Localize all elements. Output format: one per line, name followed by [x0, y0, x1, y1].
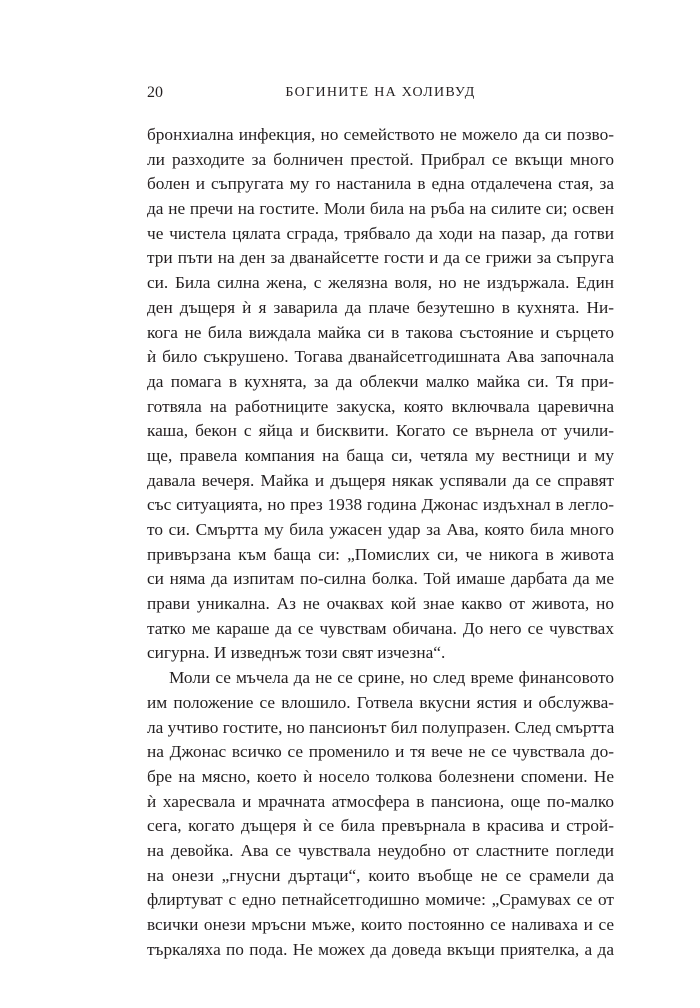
- text-line: то си. Смъртта му била ужасен удар за Ава, която била много: [147, 520, 614, 539]
- text-line: ще, правела компания на баща си, четяла му вестници и му: [147, 445, 614, 465]
- text-line: всички онези мръсни мъже, които постоянно се наливаха и се: [147, 915, 614, 934]
- text-line: си. Била силна жена, с желязна воля, но не издържала. Един: [147, 273, 614, 293]
- text-line: им положение се влошило. Готвела вкусни ястия и обслужва-: [147, 692, 614, 712]
- paragraph-first-line: Моли се мъчела да не се срине, но след време финансовото: [169, 668, 614, 688]
- text-line: ѝ харесвала и мрачната атмосфера в пансиона, още по-малко: [147, 791, 614, 811]
- text-line: кога не била виждала майка си в такова състояние и сърцето: [147, 322, 614, 342]
- text-line: давала вечеря. Майка и дъщеря някак успявали да се справят: [147, 470, 614, 490]
- text-line: ден дъщеря ѝ я заварила да плаче безутешно в кухнята. Ни-: [147, 297, 614, 317]
- text-line: си няма да изпитам по-силна болка. Той имаше дарбата да ме: [147, 569, 614, 589]
- text-line: да помага в кухнята, за да облекчи малко майка си. Тя при-: [147, 371, 614, 391]
- text-line: на Джонас всичко се променило и тя вече не се чувствала до-: [147, 742, 614, 762]
- text-line: търкаляха по пода. Не можех да доведа вкъщи приятелка, а да: [147, 939, 614, 959]
- book-title: БОГИНИТЕ НА ХОЛИВУД: [285, 85, 476, 100]
- text-line: привързана към баща си: „Помислих си, че никога в живота: [147, 544, 614, 564]
- text-line: готвяла на работниците закуска, която включвала царевична: [147, 396, 614, 416]
- text-line: ла учтиво гостите, но пансионът бил полупразен. След смъртта: [147, 717, 615, 737]
- text-line: бре на мясно, което ѝ носело толкова болезнени спомени. Не: [147, 766, 614, 786]
- paragraph-last-line: сигурна. И изведнъж този свят изчезна“.: [147, 643, 446, 663]
- text-line: татко ме караше да се чувствам обичана. До него се чувствах: [147, 618, 614, 638]
- text-line: със ситуацията, но през 1938 година Джонас издъхнал в легло-: [147, 495, 614, 515]
- text-line: три пъти на ден за дванайсетте гости и да се грижи за съпруга: [147, 248, 614, 268]
- running-head: [147, 83, 614, 105]
- page-number: 20: [147, 84, 163, 101]
- body-text: [147, 123, 614, 962]
- text-line: прави уникална. Аз не очаквах кой знае какво от живота, но: [147, 594, 614, 614]
- text-line: да не пречи на гостите. Моли била на ръба на силите си; освен: [147, 199, 614, 219]
- text-line: каша, бекон с яйца и бисквити. Когато се върнела от учили-: [147, 421, 614, 441]
- text-line: на девойка. Ава се чувствала неудобно от сластните погледи: [147, 840, 614, 860]
- text-line: ли разходите за болничен престой. Прибрал се вкъщи много: [147, 149, 614, 169]
- text-line: флиртуват с едно петнайсетгодишно момиче: „Срамувах се от: [147, 890, 614, 910]
- text-line: сега, когато дъщеря ѝ се била превърнала в красива и строй-: [147, 816, 614, 836]
- text-line: че чистела цялата сграда, трябвало да ходи на пазар, да готви: [147, 223, 614, 243]
- text-line: на онези „гнусни дъртаци“, които въобще не се срамели да: [147, 865, 614, 885]
- text-line: ѝ било съкрушено. Тогава дванайсетгодишната Ава започнала: [147, 347, 614, 367]
- text-line: бронхиална инфекция, но семейството не можело да си позво-: [147, 125, 614, 144]
- text-line: болен и съпругата му го настанила в една отдалечена стая, за: [147, 174, 614, 194]
